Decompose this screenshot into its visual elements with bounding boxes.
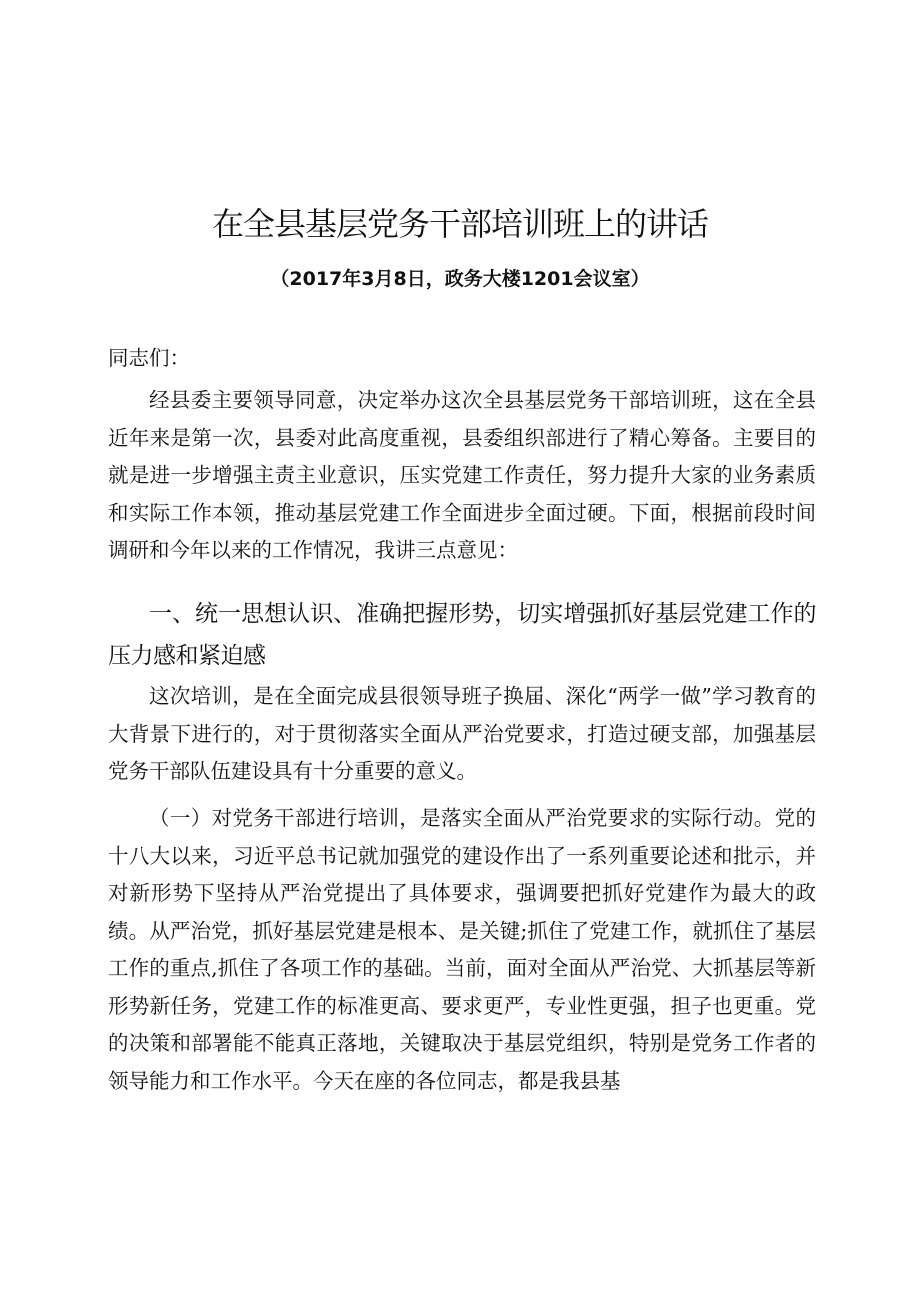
subsection-paragraph: （一）对党务干部进行培训，是落实全面从严治党要求的实际行动。党的十八大以来，习近平总书记就加强党的建设作出了一系列重要论述和批示，并对新形势下坚持从严治党提出了具体要求，强调要把抓好党建作为最大的政绩。从严治党，抓好基层党建是根本、是关键;抓住了党建工作，就抓住了基层工作的重点,抓住了各项工作的基础。当前，面对全面从严治党、大抓基层等新形势新任务，党建工作的标准更高、要求更严，专业性更强，担子也更重。党的决策和部署能不能真正落地，关键取决于基层党组织，特别是党务工作者的领导能力和工作水平。今天在座的各位同志，都是我县基 (108, 806, 816, 1093)
intro-paragraph: 经县委主要领导同意，决定举办这次全县基层党务干部培训班，这在全县近年来是第一次，县委对此高度重视，县委组织部进行了精心筹备。主要目的就是进一步增强主责主业意识，压实党建工作责任，努力提升大家的业务素质和实际工作本领，推动基层党建工作全面进步全面过硬。下面，根据前段时间调研和今年以来的工作情况，我讲三点意见： (108, 388, 816, 562)
section-heading: 一、统一思想认识、准确把握形势，切实增强抓好基层党建工作的压力感和紧迫感 (108, 601, 816, 669)
document-title: 在全县基层党务干部培训班上的讲话 (211, 205, 708, 243)
document-subtitle: （2017年3月8日，政务大楼1201会议室） (270, 268, 650, 290)
section-paragraph: 这次培训，是在全面完成县很领导班子换届、深化“两学一做”学习教育的大背景下进行的，对于贯彻落实全面从严治党要求，打造过硬支部，加强基层党务干部队伍建设具有十分重要的意义。 (108, 684, 816, 783)
salutation: 同志们： (108, 346, 190, 370)
